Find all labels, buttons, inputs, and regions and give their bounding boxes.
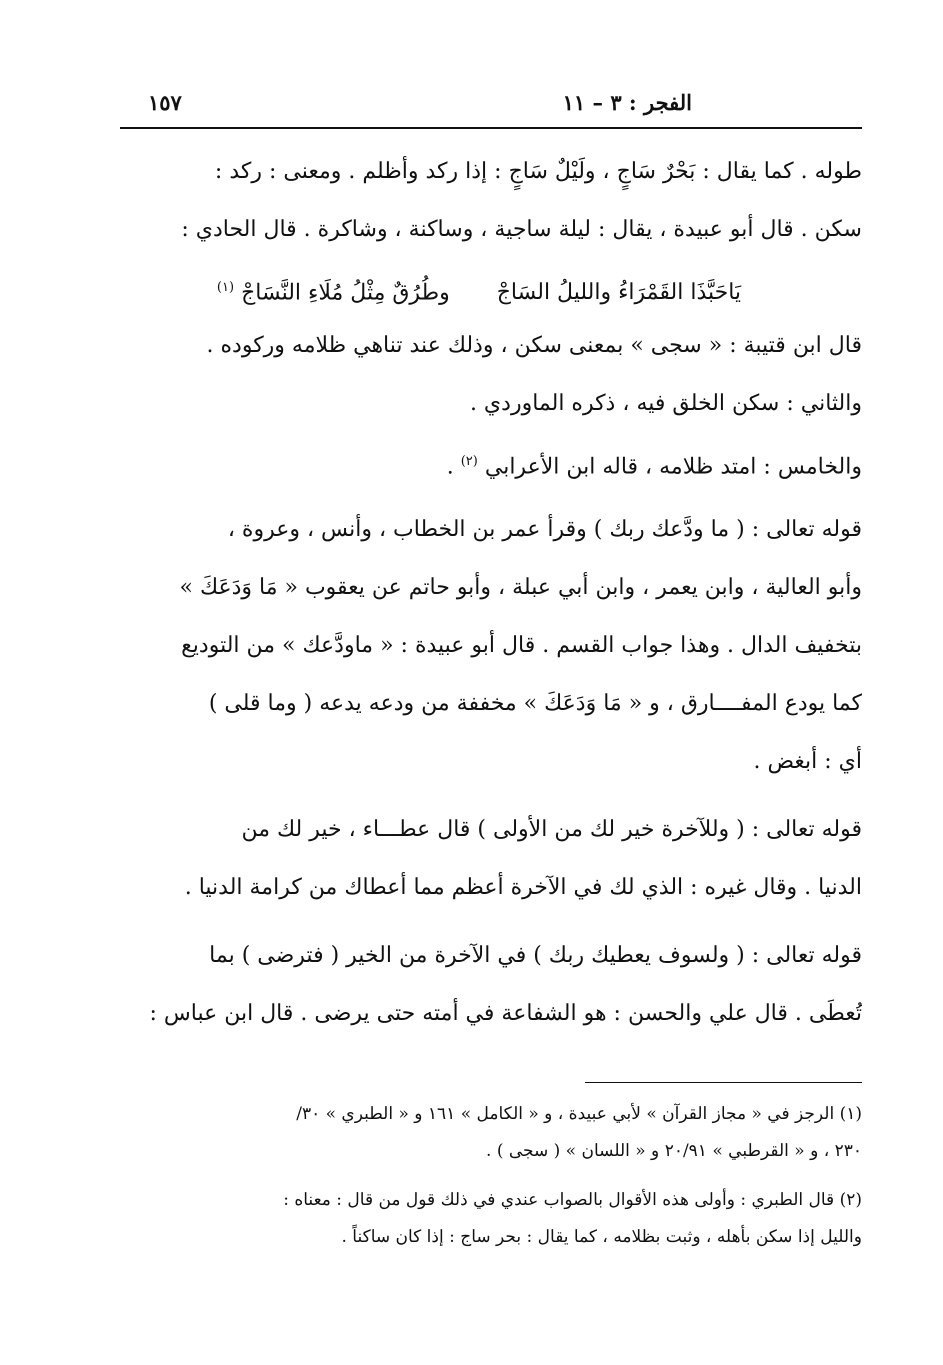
text-line: طوله . كما يقال : بَحْرٌ سَاجٍ ، ولَيْلٌ سَاجٍ : إذا ركد وأظلم . ومعنى : ركد : [214, 159, 862, 184]
text-line: والخامس : امتد ظلامه ، قاله ابن الأعرابي $^{(٢)}$ . [446, 454, 862, 480]
main-text [126, 143, 862, 1043]
footnote-rule [585, 1082, 862, 1083]
text-line: قوله تعالى : ( ما ودَّعك ربك ) وقرأ عمر بن الخطاب ، وأنس ، وعروة ، [227, 517, 862, 542]
text-line: تُعطَى . قال علي والحسن : هو الشفاعة في أمته حتى يرضى . قال ابن عباس : [149, 1001, 862, 1026]
running-header [120, 86, 862, 126]
footnote-line: ٢٣٠ ، و « القرطبي » ٢٠/٩١ و « اللسان » ( سجى ) . [486, 1141, 862, 1161]
poetry-verse [126, 259, 862, 317]
footnote-ref: (١) [216, 280, 235, 295]
text-line: الدنيا . وقال غيره : الذي لك في الآخرة أعظم مما أعطاك من كرامة الدنيا . [184, 875, 862, 900]
page-number: ١٥٧ [148, 90, 182, 115]
text-fragment: والخامس : امتد ظلامه ، قاله ابن الأعرابي [484, 454, 862, 480]
text-line: بتخفيف الدال . وهذا جواب القسم . قال أبو عبيدة : « ماودَّعك » من التوديع [181, 633, 862, 658]
footnote-ref: (٢) [460, 454, 478, 469]
footnote-line: والليل إذا سكن بأهله ، وثبت بظلامه ، كما يقال : بحر ساج : إذا كان ساكناً . [341, 1227, 862, 1247]
verse-hemistich: يَاحَبَّذَا القَمْرَاءُ والليلُ السَاجْ [496, 280, 742, 306]
footnote-line: (١) الرجز في « مجاز القرآن » لأبي عبيدة ، و « الكامل » ١٦١ و « الطبري » ٣٠/ [296, 1104, 862, 1124]
text-line: وأبو العالية ، وابن يعمر ، وابن أبي عبلة ، وأبو حاتم عن يعقوب « مَا وَدَعَكَ » [179, 575, 862, 600]
text-line: قوله تعالى : ( وللآخرة خير لك من الأولى ) قال عطـــاء ، خير لك من [241, 817, 862, 842]
text-line: قال ابن قتيبة : « سجى » بمعنى سكن ، وذلك عند تناهي ظلامه وركوده . [206, 333, 862, 358]
text-line: سكن . قال أبو عبيدة ، يقال : ليلة ساجية ، وساكنة ، وشاكرة . قال الحادي : [181, 217, 862, 242]
text-line: قوله تعالى : ( ولسوف يعطيك ربك ) في الآخرة من الخير ( فترضى ) بما [209, 943, 862, 968]
text-line: أي : أبغض . [753, 749, 862, 774]
footnote-line: (٢) قال الطبري : وأولى هذه الأقوال بالصواب عندي في ذلك قول من قال : معناه : [283, 1190, 862, 1210]
header-title: الفجر : ٣ – ١١ [562, 90, 692, 115]
header-rule [120, 127, 862, 129]
text-line: كما يودع المفــــارق ، و « مَا وَدَعَكَ » مخففة من ودعه يدعه ( وما قلى ) [208, 691, 862, 716]
verse-hemistich: وطُرُقٌ مِثْلُ مُلَاءِ النَّسَاجْ [241, 280, 450, 306]
footnotes [126, 1096, 862, 1256]
text-line: والثاني : سكن الخلق فيه ، ذكره الماوردي . [469, 391, 862, 416]
